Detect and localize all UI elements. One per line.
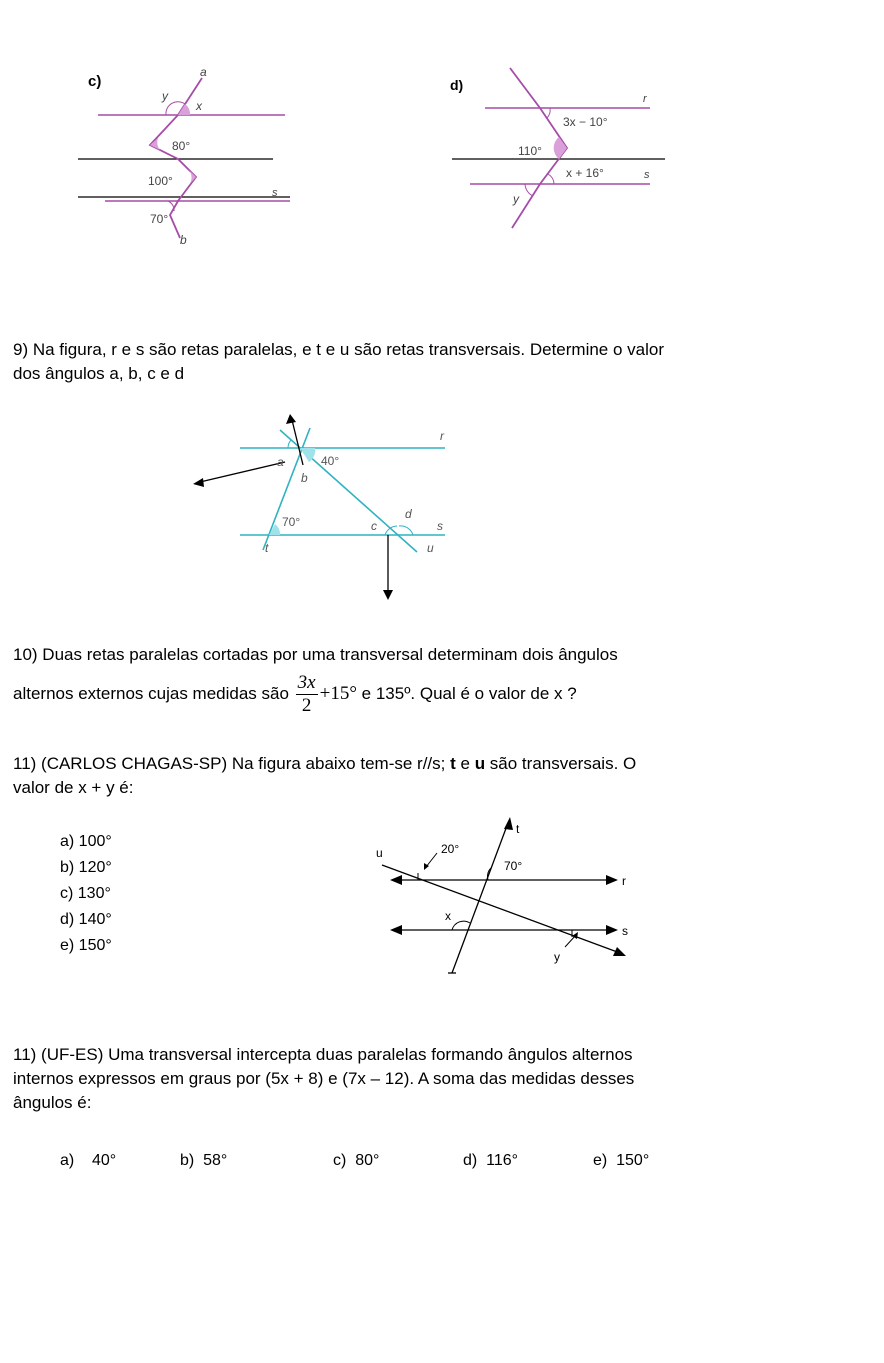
q9-text — [13, 338, 873, 386]
q9-arrow-up-head — [286, 414, 296, 424]
q11a-option-e[interactable]: e) 150° — [60, 937, 112, 954]
q11a-arc-x — [452, 921, 470, 930]
q11a-line1-a: 11) (CARLOS CHAGAS-SP) Na figura abaixo tem-se r//s; — [13, 754, 451, 773]
q11b-text — [13, 1043, 873, 1115]
q11a-t: t — [450, 754, 456, 773]
q9-arrow-down-head — [383, 590, 393, 600]
q9-line1: 9) Na figura, r e s são retas paralelas, e t e u são retas transversais. Determine o valor — [13, 340, 665, 359]
figure-q11a — [340, 815, 640, 980]
figure-d — [440, 60, 680, 240]
q11a-r-left-head — [390, 875, 402, 885]
fig-d-expr2: x + 16° — [566, 166, 604, 180]
q9-arc-a — [288, 440, 291, 448]
q9-a: a — [277, 455, 284, 469]
q11a-option-a[interactable]: a) 100° — [60, 833, 112, 850]
fig-c-100: 100° — [148, 174, 173, 188]
q11a-r-label: r — [622, 874, 626, 888]
q9-arrow-left-head — [193, 478, 204, 487]
figure-q9 — [185, 410, 455, 610]
fig-c-b: b — [180, 233, 187, 247]
q11a-e: e — [455, 754, 475, 773]
q9-d: d — [405, 507, 412, 521]
q11a-option-d[interactable]: d) 140° — [60, 911, 112, 928]
q9-arc-d — [399, 526, 413, 535]
fig-c-y: y — [162, 89, 168, 103]
q10-line1: 10) Duas retas paralelas cortadas por uma transversal determinam dois ângulos — [13, 645, 618, 664]
q11a-option-b[interactable]: b) 120° — [60, 859, 112, 876]
q11b-option-a[interactable]: a) 40° — [60, 1152, 117, 1169]
q11a-option-c[interactable]: c) 130° — [60, 885, 111, 902]
fig-c-80: 80° — [172, 139, 191, 153]
q11a-x: x — [445, 909, 451, 923]
q11a-options — [60, 829, 112, 959]
fig-d-arc-2 — [548, 174, 554, 184]
fig-c-a: a — [200, 65, 207, 79]
q11b-line3: ângulos é: — [13, 1093, 92, 1112]
q10-frac-den: 2 — [301, 695, 312, 717]
q11a-r-right-head — [606, 875, 618, 885]
q9-t: t — [265, 541, 269, 555]
q9-70: 70° — [282, 515, 301, 529]
q11a-u-label: u — [376, 846, 383, 860]
q9-s: s — [437, 519, 443, 533]
fig-d-arc-1 — [547, 108, 550, 118]
fig-d-arc-y — [525, 184, 533, 196]
q9-line-t — [263, 428, 310, 550]
q11a-text — [13, 752, 873, 800]
fig-c-arc-x — [178, 104, 190, 115]
fig-d-expr1: 3x − 10° — [563, 115, 608, 129]
fig-c-s: s — [272, 187, 278, 199]
fig-d-110: 110° — [518, 144, 542, 158]
fig-d-label: d) — [450, 77, 464, 93]
q11a-s-right-head — [606, 925, 618, 935]
q11a-line1-b: são transversais. O — [485, 754, 637, 773]
q11a-s-left-head — [390, 925, 402, 935]
q11a-arrow-20-line — [426, 853, 437, 867]
q9-b: b — [301, 471, 308, 485]
q9-line2: dos ângulos a, b, c e d — [13, 364, 185, 383]
fig-d-arc-110 — [554, 137, 567, 159]
q10-frac-num: 3x — [297, 672, 316, 694]
q11b-option-e[interactable]: e) 150° — [593, 1152, 650, 1169]
q10-line2-b: e 135º. Qual é o valor de x ? — [361, 684, 577, 703]
q11b-line1: 11) (UF-ES) Uma transversal intercepta duas paralelas formando ângulos alternos — [13, 1045, 633, 1064]
q10-frac-rest: +15° — [319, 683, 357, 704]
q11a-line2: valor de x + y é: — [13, 778, 134, 797]
q11a-70: 70° — [504, 859, 523, 873]
q11b-option-c[interactable]: c) 80° — [333, 1152, 380, 1169]
q11a-t-head — [504, 817, 513, 830]
fig-c-x: x — [196, 99, 202, 113]
q9-40: 40° — [321, 454, 340, 468]
q9-r: r — [440, 429, 444, 443]
fig-d-r: r — [643, 93, 647, 105]
q11a-t-label: t — [516, 822, 520, 836]
q11a-s-label: s — [622, 924, 628, 938]
q11b-option-b[interactable]: b) 58° — [180, 1152, 228, 1169]
fig-c-70: 70° — [150, 212, 169, 226]
q9-u: u — [427, 541, 434, 555]
q11b-option-d[interactable]: d) 116° — [463, 1152, 519, 1169]
fig-d-y: y — [513, 192, 519, 206]
fig-c-label: c) — [88, 73, 102, 90]
q10-fraction — [296, 672, 318, 717]
q9-arrow-left-line — [200, 462, 285, 482]
figure-c — [70, 60, 310, 260]
q10-line2-a: alternos externos cujas medidas são — [13, 684, 289, 703]
fig-d-s: s — [644, 169, 650, 181]
q11a-line1 — [13, 752, 873, 776]
q9-c: c — [371, 519, 377, 533]
q11a-y: y — [554, 950, 560, 964]
q11b-line2: internos expressos em graus por (5x + 8) e (7x – 12). A soma das medidas desses — [13, 1069, 635, 1088]
q11a-line-t — [452, 823, 508, 973]
q11a-20: 20° — [441, 842, 460, 856]
q11a-u: u — [474, 754, 486, 773]
q10-line2 — [13, 668, 577, 720]
